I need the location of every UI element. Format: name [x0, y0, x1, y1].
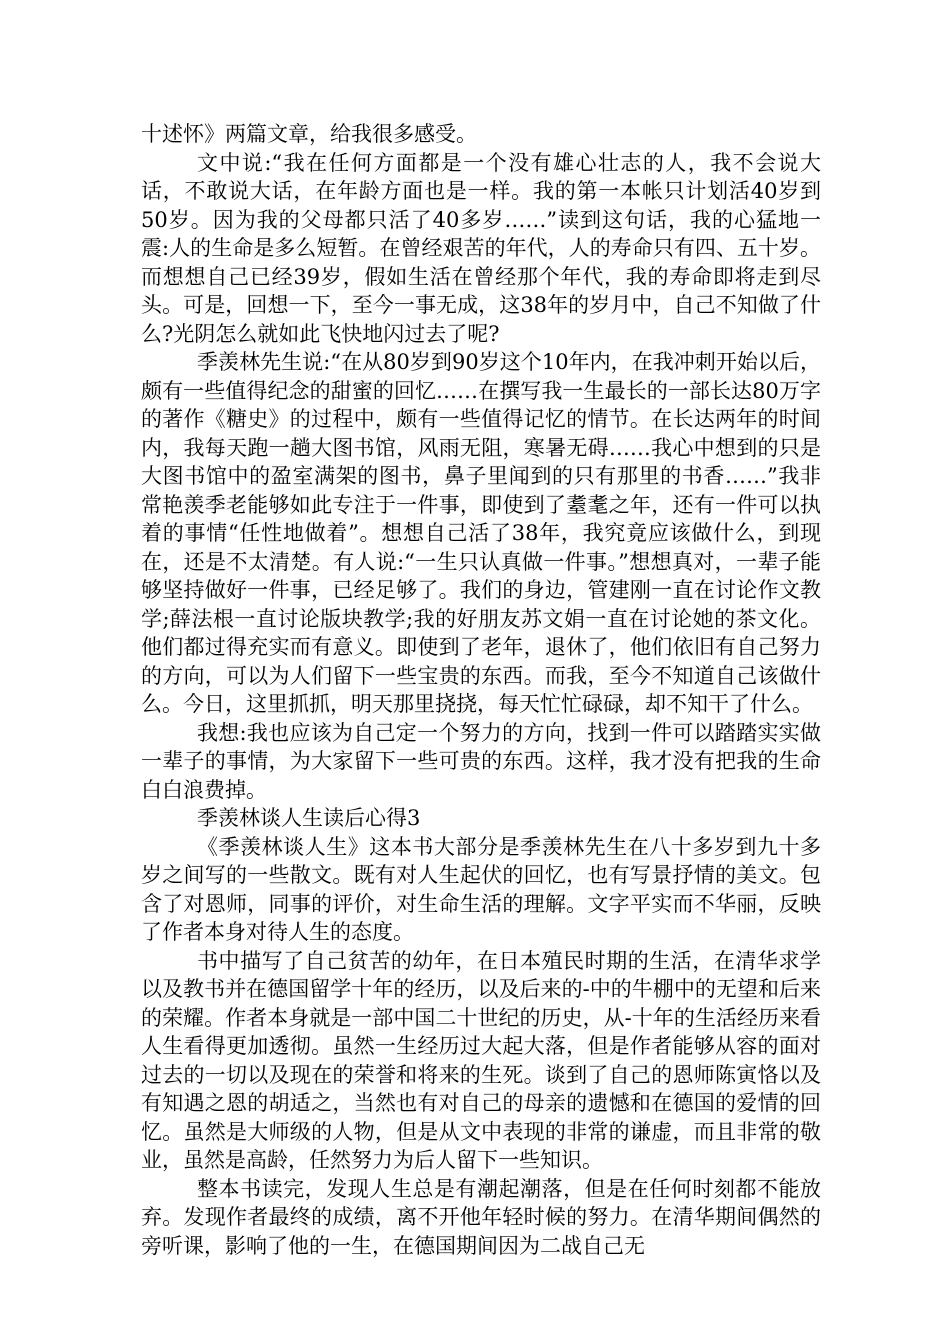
paragraph-3: 季羡林先生说:“在从80岁到90岁这个10年内，在我冲刺开始以后，颇有一些值得纪念的甜蜜的回忆……在撰写我一生最长的一部长达80万字的著作《糖史》的过程中，颇有一些值得记忆的情节。在长达两年的时间内，我每天跑一趟大图书馆，风雨无阻，寒暑无碍……我心中想到的只是大图书馆中的盈室满架的图书，鼻子里闻到的只有那里的书香……”我非常艳羡季老能够如此专注于一件事，即使到了耋耄之年，还有一件可以执着的事情“任性地做着”。想想自己活了38年，我究竟应该做什么，到现在，还是不太清楚。有人说:“一生只认真做一件事。”想想真对，一辈子能够坚持做好一件事，已经足够了。我们的身边，管建刚一直在讨论作文教学;薛法根一直讨论版块教学;我的好朋友苏文娟一直在讨论她的茶文化。他们都过得充实而有意义。即使到了老年，退休了，他们依旧有自己努力的方向，可以为人们留下一些宝贵的东西。而我，至今不知道自己该做什么。今日，这里抓抓，明天那里挠挠，每天忙忙碌碌，却不知干了什么。 [141, 350, 821, 716]
paragraph-6: 书中描写了自己贫苦的幼年，在日本殖民时期的生活，在清华求学以及教书并在德国留学十年的经历，以及后来的-中的牛棚中的无望和后来的荣耀。作者本身就是一部中国二十世纪的历史，从-十年的生活经历来看人生看得更加透彻。虽然一生经历过大起大落，但是作者能够从容的面对过去的一切以及现在的荣誉和将来的生死。谈到了自己的恩师陈寅恪以及有知遇之恩的胡适之，当然也有对自己的母亲的遗憾和在德国的爱情的回忆。虽然是大师级的人物，但是从文中表现的非常的谦虚，而且非常的敬业，虽然是高龄，任然努力为后人留下一些知识。 [141, 948, 821, 1172]
paragraph-4: 我想:我也应该为自己定一个努力的方向，找到一件可以踏踏实实做一辈子的事情，为大家留下一些可贵的东西。这样，我才没有把我的生命白白浪费掉。 [141, 720, 821, 802]
paragraph-5: 《季羡林谈人生》这本书大部分是季羡林先生在八十多岁到九十多岁之间写的一些散文。既有对人生起伏的回忆，也有写景抒情的美文。包含了对恩师，同事的评价，对生命生活的理解。文字平实而不华丽，反映了作者本身对待人生的态度。 [141, 834, 821, 944]
paragraph-7: 整本书读完，发现人生总是有潮起潮落，但是在任何时刻都不能放弃。发现作者最终的成绩，离不开他年轻时候的努力。在清华期间偶然的旁听课，影响了他的一生，在德国期间因为二战自己无 [141, 1176, 821, 1258]
document-body [141, 120, 821, 1260]
paragraph-2: 文中说:“我在任何方面都是一个没有雄心壮志的人，我不会说大话，不敢说大话，在年龄方面也是一样。我的第一本帐只计划活40岁到50岁。因为我的父母都只活了40多岁……”读到这句话，我的心猛地一震:人的生命是多么短暂。在曾经艰苦的年代，人的寿命只有四、五十岁。而想想自己已经39岁，假如生活在曾经那个年代，我的寿命即将走到尽头。可是，回想一下，至今一事无成，这38年的岁月中，自己不知做了什么?光阴怎么就如此飞快地闪过去了呢? [141, 150, 821, 346]
paragraph-1: 十述怀》两篇文章，给我很多感受。 [141, 122, 477, 146]
section-heading: 季羡林谈人生读后心得3 [197, 806, 421, 830]
